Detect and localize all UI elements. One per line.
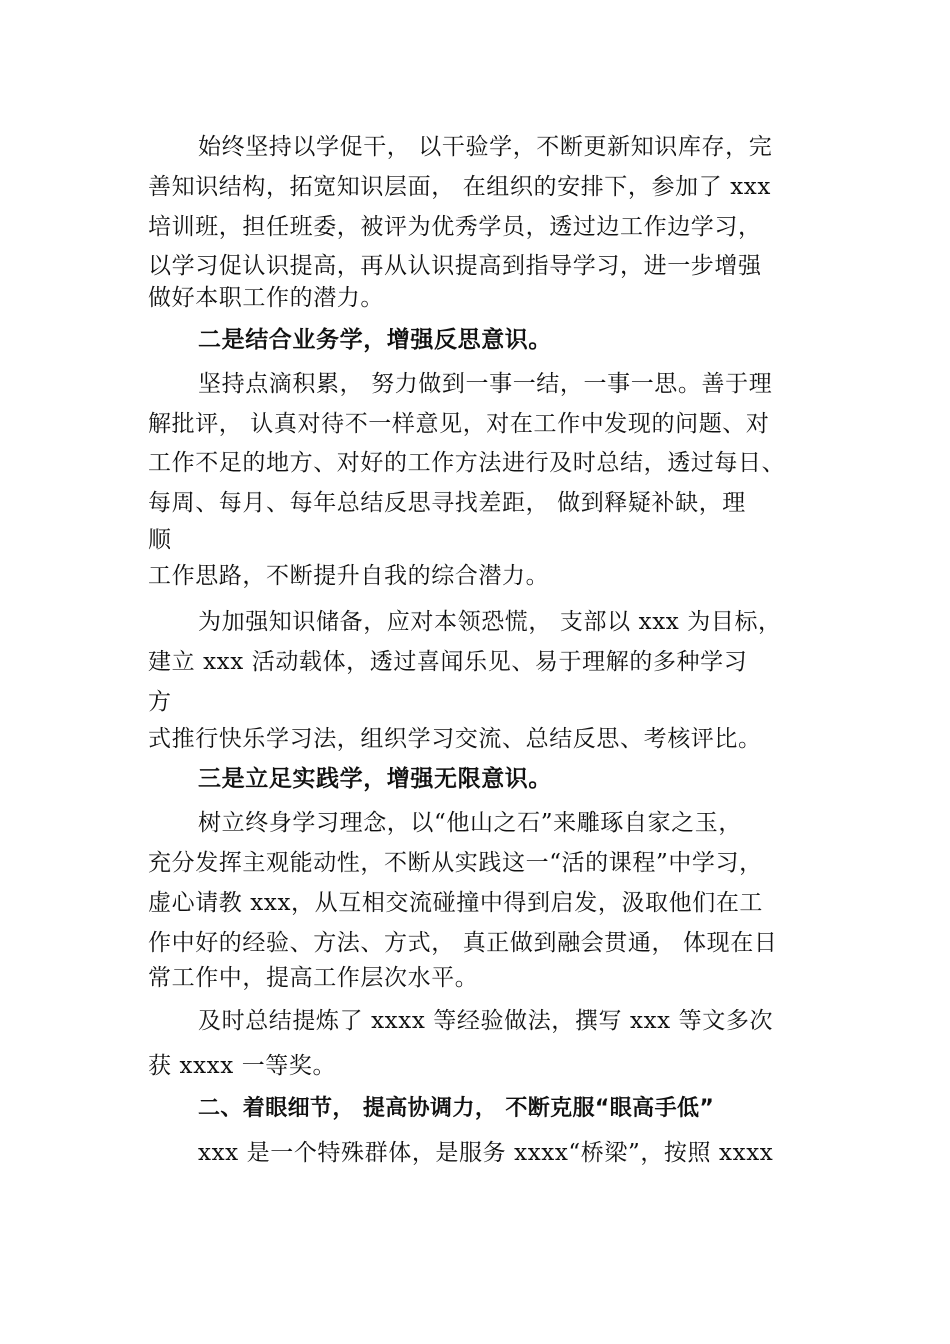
paragraph-line: xxx 是一个特殊群体，是服务 xxxx“桥梁”，按照 xxxx: [198, 1140, 774, 1166]
paragraph-line: 顺: [148, 527, 172, 553]
paragraph-line: 始终坚持以学促干， 以干验学，不断更新知识库存，完: [198, 134, 773, 160]
section-subheading: 三是立足实践学，增强无限意识。: [198, 765, 552, 792]
paragraph-line: 及时总结提炼了 xxxx 等经验做法，撰写 xxx 等文多次: [198, 1008, 774, 1034]
paragraph-line: 充分发挥主观能动性，不断从实践这一“活的课程”中学习，: [148, 850, 763, 876]
paragraph-line: 常工作中，提高工作层次水平。: [148, 965, 479, 991]
paragraph-line: 做好本职工作的潜力。: [148, 285, 384, 311]
paragraph-line: 树立终身学习理念，以“他山之石”来雕琢自家之玉，: [198, 810, 742, 836]
paragraph-line: 工作不足的地方、对好的工作方法进行及时总结，透过每日、: [148, 450, 786, 476]
paragraph-line: 作中好的经验、方法、方式， 真正做到融会贯通， 体现在日: [148, 930, 778, 956]
section-heading: 二、着眼细节， 提高协调力， 不断克服“眼高手低”: [198, 1096, 715, 1121]
paragraph-line: 方: [148, 689, 172, 715]
paragraph-line: 善知识结构，拓宽知识层面， 在组织的安排下，参加了 xxx: [148, 174, 771, 200]
paragraph-line: 每周、每月、每年总结反思寻找差距， 做到释疑补缺，理: [148, 490, 746, 516]
paragraph-line: 获 xxxx 一等奖。: [148, 1053, 337, 1079]
paragraph-line: 以学习促认识提高，再从认识提高到指导学习，进一步增强: [148, 253, 762, 279]
section-subheading: 二是结合业务学，增强反思意识。: [198, 326, 552, 353]
paragraph-line: 培训班，担任班委，被评为优秀学员，透过边工作边学习，: [148, 214, 762, 240]
paragraph-line: 建立 xxx 活动载体，透过喜闻乐见、易于理解的多种学习: [148, 649, 748, 675]
paragraph-line: 工作思路，不断提升自我的综合潜力。: [148, 563, 550, 589]
paragraph-line: 坚持点滴积累， 努力做到一事一结，一事一思。善于理: [198, 371, 773, 397]
paragraph-line: 式推行快乐学习法，组织学习交流、总结反思、考核评比。: [148, 726, 762, 752]
paragraph-line: 虚心请教 xxx，从互相交流碰撞中得到启发，汲取他们在工: [148, 890, 764, 916]
paragraph-line: 解批评， 认真对待不一样意见，对在工作中发现的问题、对: [148, 411, 770, 437]
paragraph-line: 为加强知识储备，应对本领恐慌， 支部以 xxx 为目标，: [198, 609, 782, 635]
